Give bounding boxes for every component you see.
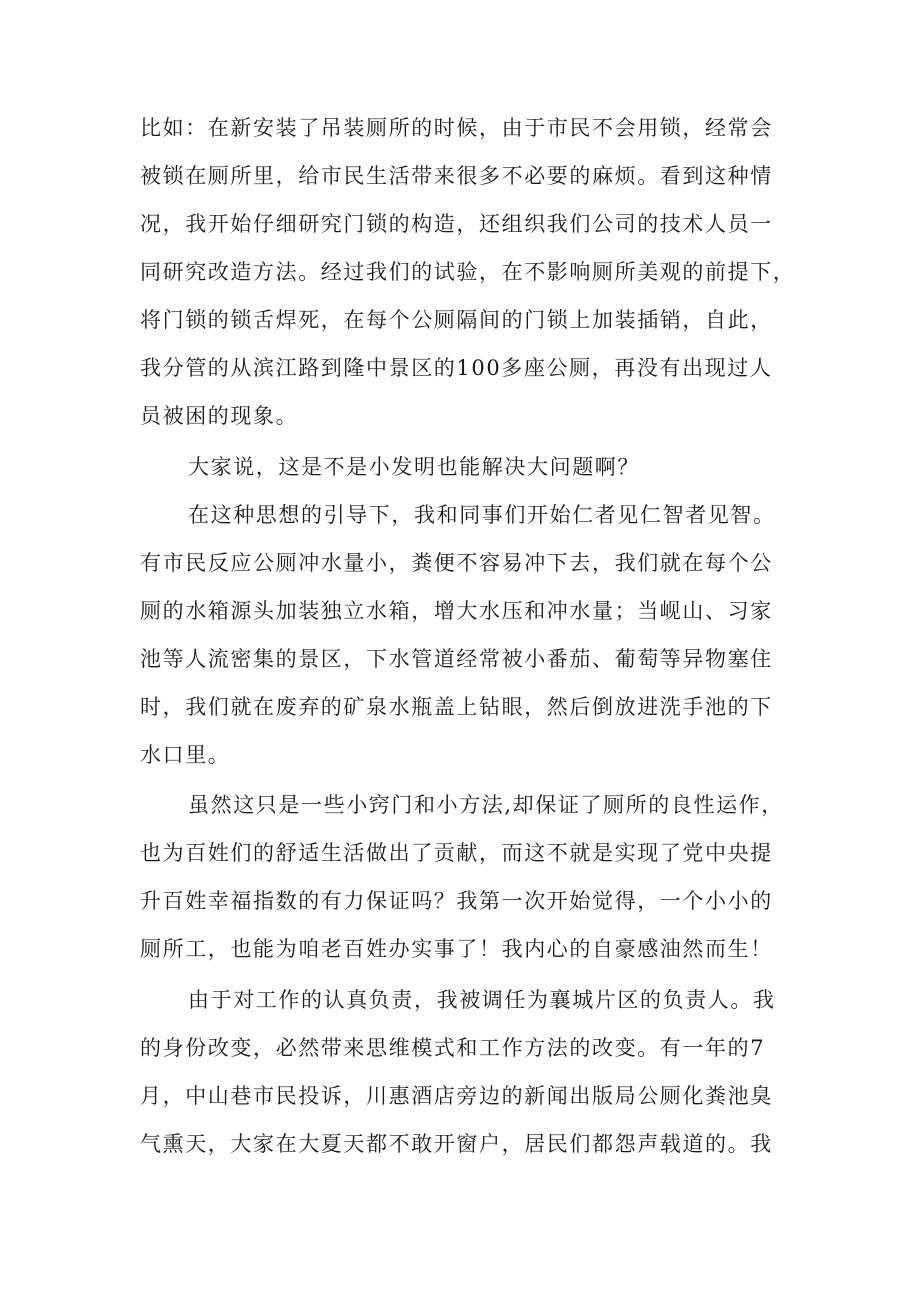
text-line: 厕的水箱源头加装独立水箱，增大水压和冲水量；当岘山、习家 <box>140 599 773 623</box>
text-line: 况，我开始仔细研究门锁的构造，还组织我们公司的技术人员一 <box>140 212 773 236</box>
text-line: 水口里。 <box>140 743 231 767</box>
text-line: 厕所工，也能为咱老百姓办实事了！我内心的自豪感油然而生！ <box>140 937 773 961</box>
text-line: 由于对工作的认真负责，我被调任为襄城片区的负责人。我 <box>188 988 776 1012</box>
text-line: 有市民反应公厕冲水量小，粪便不容易冲下去，我们就在每个公 <box>140 551 773 575</box>
text-line: 的身份改变，必然带来思维模式和工作方法的改变。有一年的7 <box>140 1036 766 1060</box>
text-line: 同研究改造方法。经过我们的试验，在不影响厕所美观的前提下， <box>140 260 796 284</box>
text-line: 员被困的现象。 <box>140 404 299 428</box>
text-line: 升百姓幸福指数的有力保证吗？我第一次开始觉得，一个小小的 <box>140 889 773 913</box>
text-line: 池等人流密集的景区，下水管道经常被小番茄、葡萄等异物塞住 <box>140 647 773 671</box>
text-line: 被锁在厕所里，给市民生活带来很多不必要的麻烦。看到这种情 <box>140 164 773 188</box>
text-line: 时，我们就在废弃的矿泉水瓶盖上钻眼，然后倒放进洗手池的下 <box>140 695 773 719</box>
text-line: 月，中山巷市民投诉，川惠酒店旁边的新闻出版局公厕化粪池臭 <box>140 1084 773 1108</box>
text-line: 也为百姓们的舒适生活做出了贡献，而这不就是实现了党中央提 <box>140 841 773 865</box>
text-line: 气熏天，大家在大夏天都不敢开窗户，居民们都怨声载道的。我 <box>140 1132 773 1156</box>
text-line: 我分管的从滨江路到隆中景区的100多座公厕，再没有出现过人 <box>140 356 773 380</box>
text-line: 虽然这只是一些小窍门和小方法,却保证了厕所的良性运作， <box>188 793 784 817</box>
text-line: 比如：在新安装了吊装厕所的时候，由于市民不会用锁，经常会 <box>140 116 773 140</box>
text-line: 将门锁的锁舌焊死，在每个公厕隔间的门锁上加装插销，自此， <box>140 308 773 332</box>
text-line: 大家说，这是不是小发明也能解决大问题啊？ <box>188 455 640 479</box>
text-line: 在这种思想的引导下，我和同事们开始仁者见仁智者见智。 <box>188 503 776 527</box>
